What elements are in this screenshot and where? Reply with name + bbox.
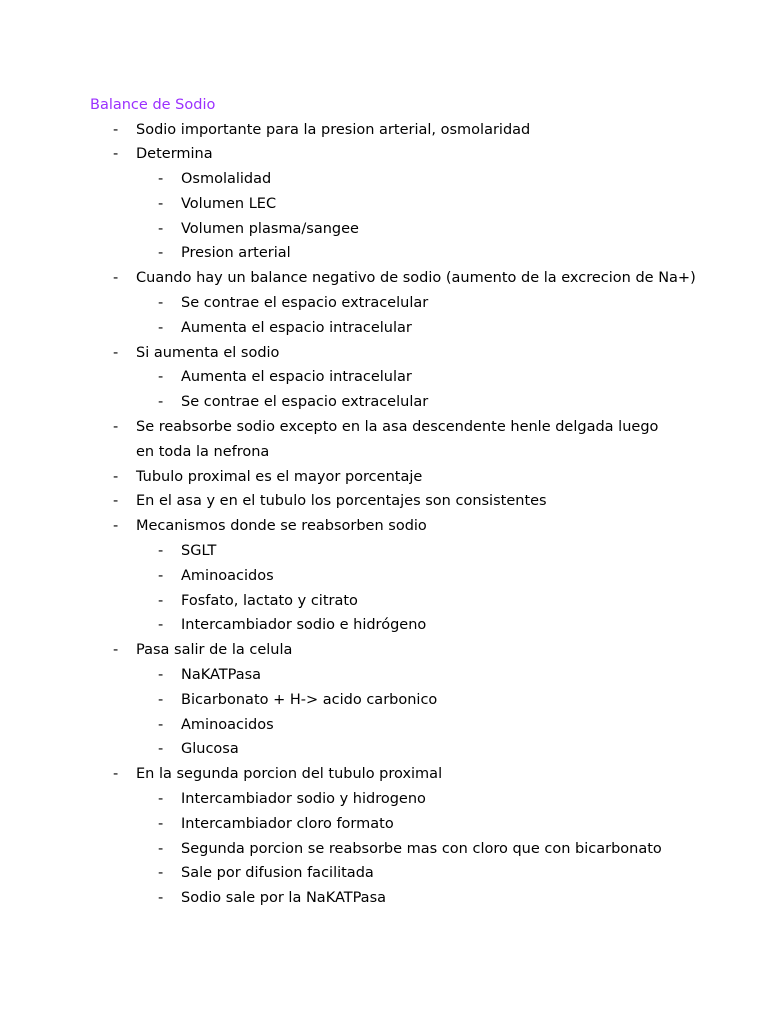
- list-item-text: Mecanismos donde se reabsorben sodio: [136, 518, 427, 535]
- list-item-text: Se contrae el espacio extracelular: [181, 394, 429, 411]
- sub-list-item: [0, 291, 768, 316]
- bullet-dash: -: [158, 815, 164, 832]
- document-title: Balance de Sodio: [90, 97, 216, 113]
- sub-list-item: [0, 713, 768, 738]
- bullet-dash: -: [158, 716, 164, 733]
- list-item-text: SGLT: [181, 543, 217, 560]
- list-item-text: Sale por difusion facilitada: [181, 865, 374, 882]
- list-item: [0, 489, 768, 514]
- list-item: [0, 638, 768, 663]
- bullet-dash: -: [113, 146, 119, 163]
- sub-list-item: [0, 167, 768, 192]
- list-item-text: En el asa y en el tubulo los porcentajes son consistentes: [136, 493, 547, 510]
- sub-list-item: [0, 564, 768, 589]
- sub-list-item: [0, 837, 768, 862]
- bullet-dash: -: [158, 319, 164, 336]
- list-item-text: Se reabsorbe sodio excepto en la asa descendente henle delgada luego en toda la nefrona: [136, 419, 659, 460]
- bullet-dash: -: [113, 344, 119, 361]
- sub-list-item: [0, 539, 768, 564]
- sub-list-item: [0, 812, 768, 837]
- list-item-text: Osmolalidad: [181, 171, 272, 188]
- list-item-text: Si aumenta el sodio: [136, 344, 280, 361]
- list-item-text: Pasa salir de la celula: [136, 642, 293, 659]
- list-item: [0, 762, 768, 787]
- list-item-text: En la segunda porcion del tubulo proximal: [136, 766, 443, 783]
- sub-list-item: [0, 365, 768, 390]
- list-item-text: Intercambiador cloro formato: [181, 815, 394, 832]
- bullet-dash: -: [158, 791, 164, 808]
- list-item: [0, 341, 768, 366]
- list-item-text: Segunda porcion se reabsorbe mas con cloro que con bicarbonato: [181, 840, 662, 857]
- list-item-text: NaKATPasa: [181, 667, 262, 684]
- sub-list-item: [0, 390, 768, 415]
- list-item-text: Aminoacidos: [181, 567, 274, 584]
- bullet-list: [0, 118, 768, 912]
- bullet-dash: -: [113, 121, 119, 138]
- sub-list-item: [0, 663, 768, 688]
- bullet-dash: -: [158, 295, 164, 312]
- list-item: [0, 118, 768, 143]
- bullet-dash: -: [158, 667, 164, 684]
- list-item-text: Fosfato, lactato y citrato: [181, 592, 358, 609]
- bullet-dash: -: [158, 394, 164, 411]
- bullet-dash: -: [158, 220, 164, 237]
- list-item-text: Volumen LEC: [181, 195, 277, 212]
- bullet-dash: -: [158, 865, 164, 882]
- list-item-text: Sodio importante para la presion arterial, osmolaridad: [136, 121, 531, 138]
- bullet-dash: -: [113, 766, 119, 783]
- bullet-dash: -: [158, 195, 164, 212]
- bullet-dash: -: [158, 890, 164, 907]
- sub-list-item: [0, 217, 768, 242]
- bullet-dash: -: [113, 642, 119, 659]
- list-item: [0, 266, 768, 291]
- list-item-text: Volumen plasma/sangee: [181, 220, 359, 237]
- list-item-text: Aumenta el espacio intracelular: [181, 369, 412, 386]
- bullet-dash: -: [158, 691, 164, 708]
- list-item: [0, 142, 768, 167]
- bullet-dash: -: [158, 840, 164, 857]
- sub-list-item: [0, 787, 768, 812]
- list-item-text: Se contrae el espacio extracelular: [181, 295, 429, 312]
- bullet-dash: -: [158, 567, 164, 584]
- bullet-dash: -: [158, 171, 164, 188]
- bullet-dash: -: [158, 369, 164, 386]
- bullet-dash: -: [113, 518, 119, 535]
- list-item-text: Determina: [136, 146, 213, 163]
- list-item-text: Cuando hay un balance negativo de sodio (aumento de la excrecion de Na+): [136, 270, 696, 287]
- bullet-dash: -: [158, 245, 164, 262]
- sub-list-item: [0, 737, 768, 762]
- sub-list-item: [0, 886, 768, 911]
- bullet-dash: -: [158, 741, 164, 758]
- bullet-dash: -: [158, 592, 164, 609]
- list-item: [0, 465, 768, 490]
- bullet-dash: -: [158, 543, 164, 560]
- sub-list-item: [0, 861, 768, 886]
- list-item-text: Bicarbonato + H-> acido carbonico: [181, 691, 438, 708]
- sub-list-item: [0, 316, 768, 341]
- sub-list-item: [0, 589, 768, 614]
- list-item: [0, 514, 768, 539]
- list-item-text: Intercambiador sodio e hidrógeno: [181, 617, 427, 634]
- list-item-text: Presion arterial: [181, 245, 291, 262]
- list-item-text: Aminoacidos: [181, 716, 274, 733]
- bullet-dash: -: [158, 617, 164, 634]
- list-item-text: Intercambiador sodio y hidrogeno: [181, 791, 426, 808]
- bullet-dash: -: [113, 270, 119, 287]
- list-item-text: Aumenta el espacio intracelular: [181, 319, 412, 336]
- bullet-dash: -: [113, 493, 119, 510]
- sub-list-item: [0, 241, 768, 266]
- bullet-dash: -: [113, 468, 119, 485]
- list-item-text: Tubulo proximal es el mayor porcentaje: [136, 468, 423, 485]
- bullet-dash: -: [113, 419, 119, 436]
- list-item: [0, 415, 768, 465]
- sub-list-item: [0, 688, 768, 713]
- list-item-text: Sodio sale por la NaKATPasa: [181, 890, 387, 907]
- sub-list-item: [0, 613, 768, 638]
- list-item-text: Glucosa: [181, 741, 239, 758]
- sub-list-item: [0, 192, 768, 217]
